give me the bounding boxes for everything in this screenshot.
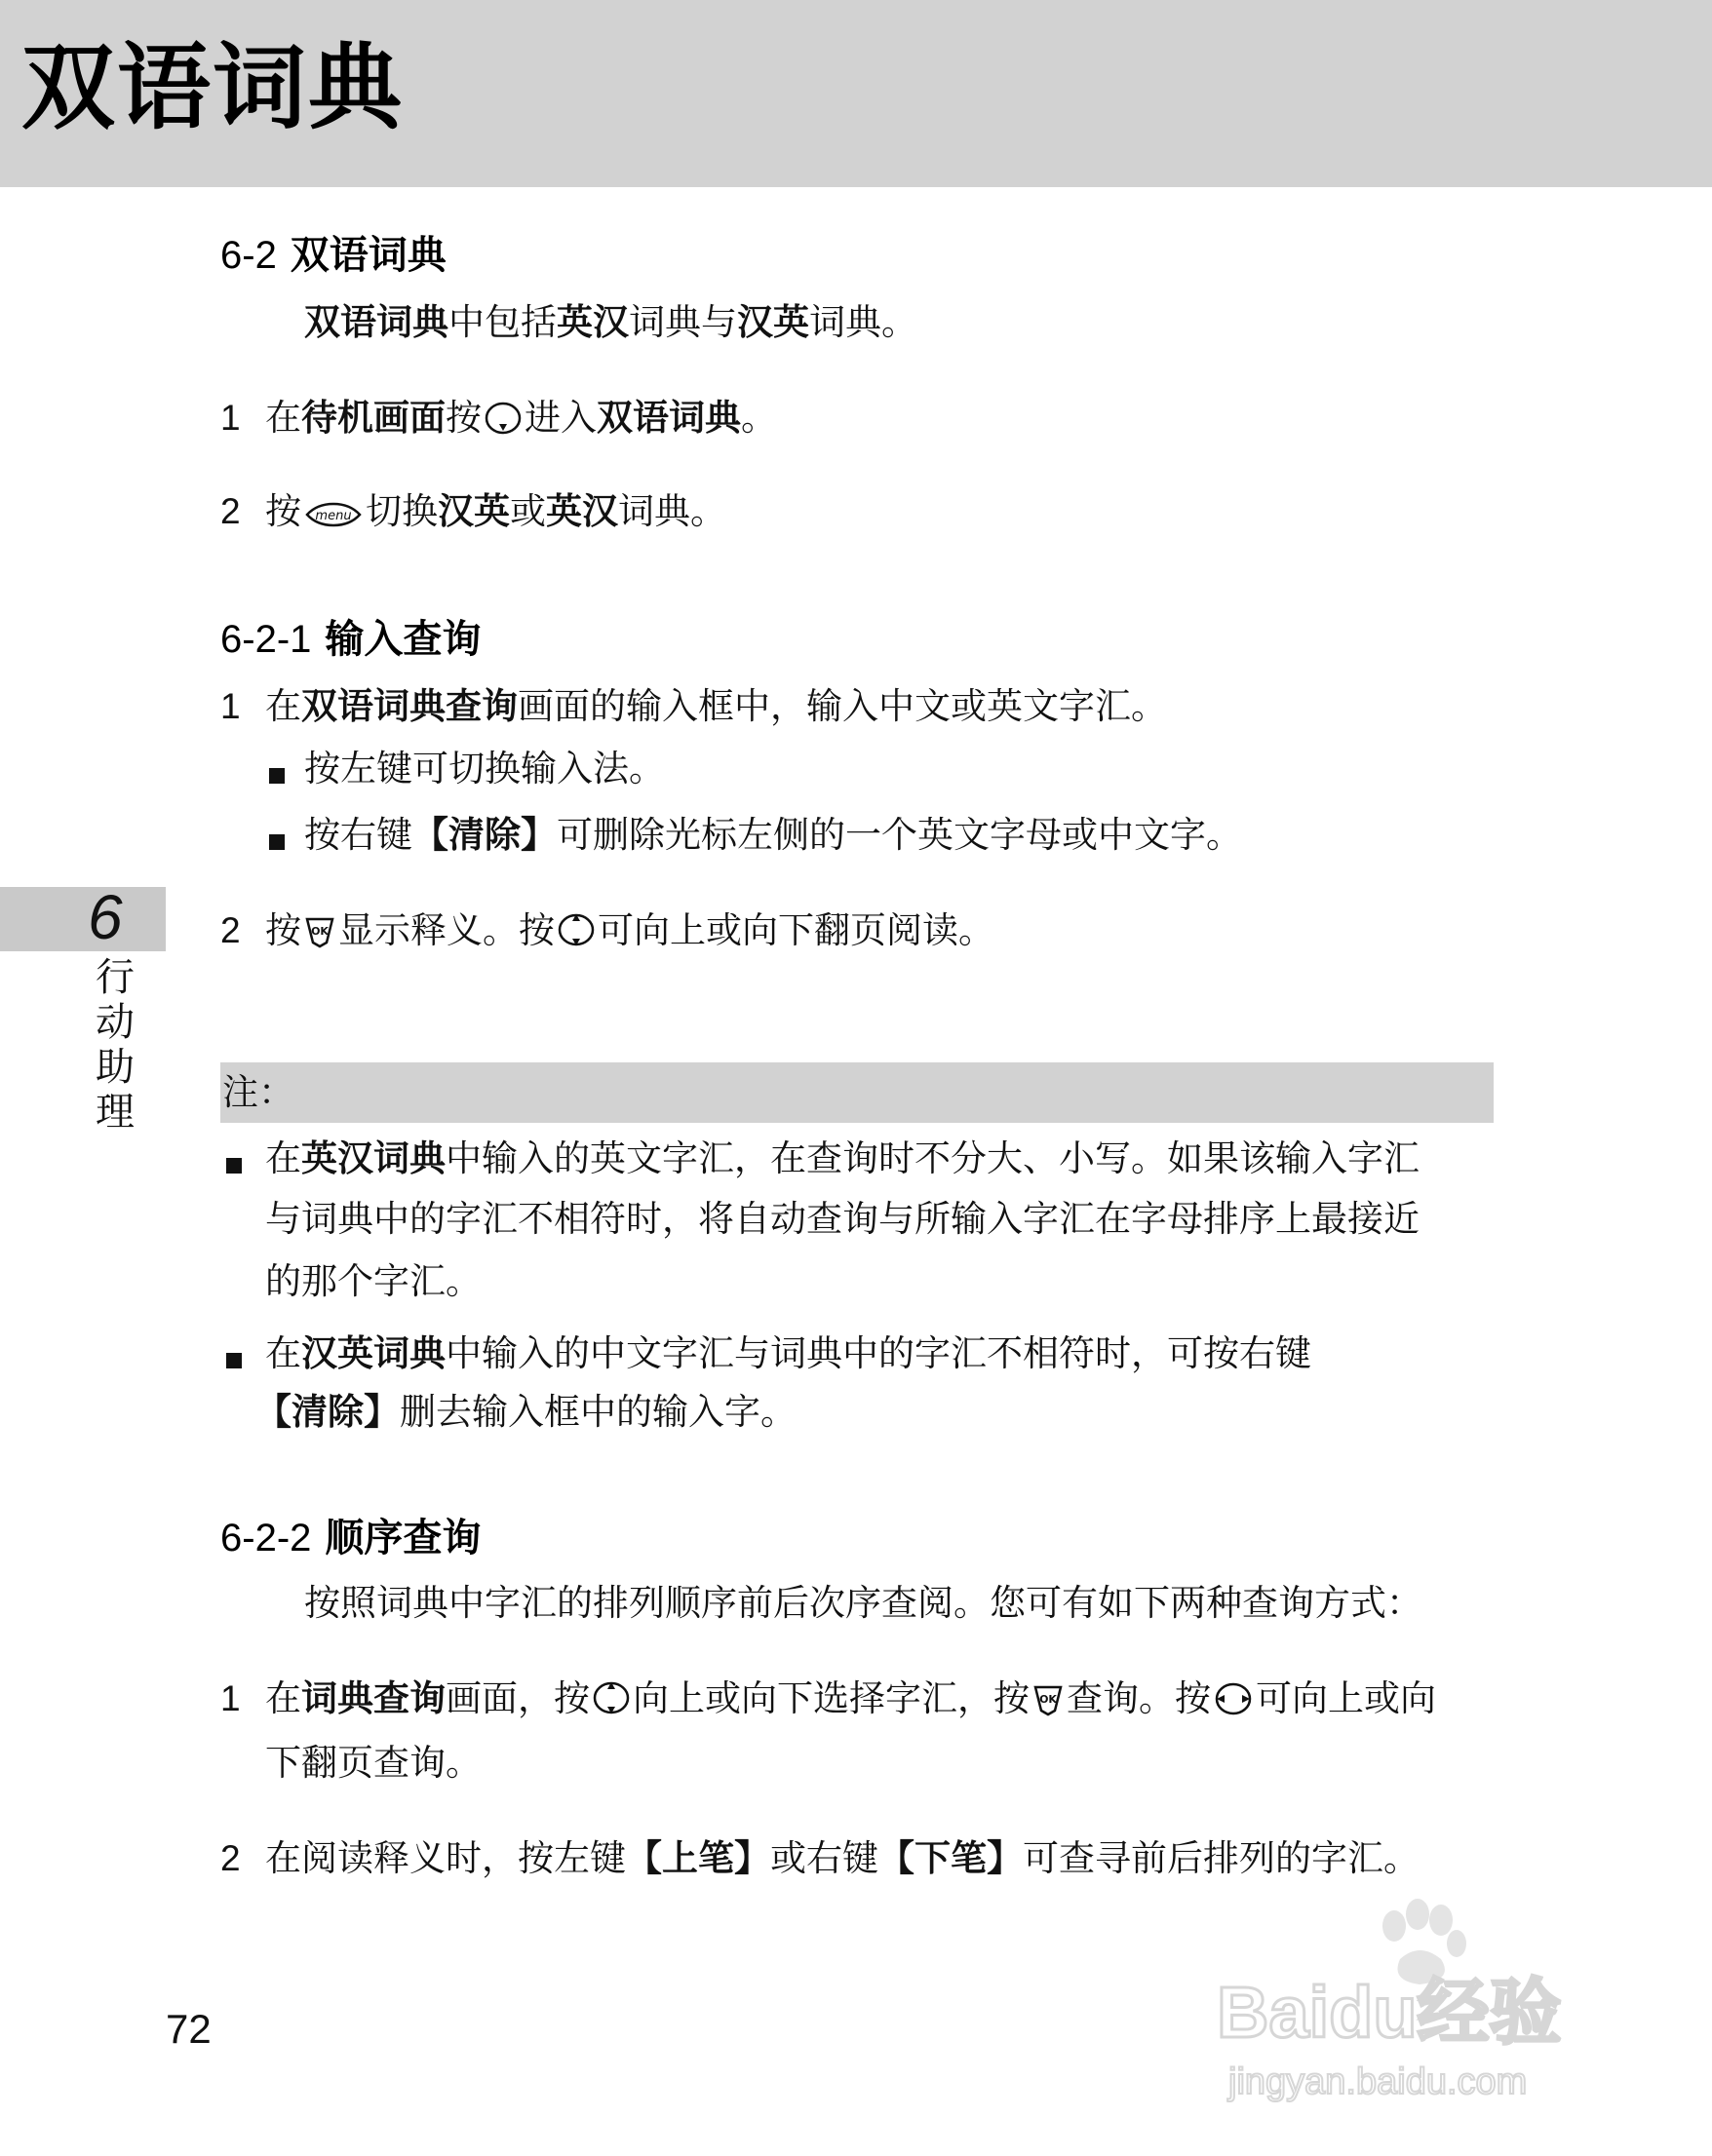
ok-key-icon bbox=[303, 912, 336, 961]
bold-term: 双语词典查询 bbox=[301, 685, 518, 727]
text: 切换 bbox=[366, 490, 438, 532]
text: 在 bbox=[265, 1332, 301, 1374]
text: 可查寻前后排列的字汇。 bbox=[1023, 1837, 1420, 1879]
bold-term: 【下笔】 bbox=[878, 1837, 1023, 1879]
text: 画面，按 bbox=[446, 1677, 590, 1719]
step-text bbox=[265, 1834, 1420, 1883]
bold-term: 英汉 bbox=[557, 301, 629, 343]
text: 进入 bbox=[525, 397, 597, 439]
nav-key-updown-icon bbox=[592, 1679, 631, 1729]
ok-key-icon bbox=[1031, 1680, 1065, 1729]
step-number: 1 bbox=[220, 398, 241, 438]
bold-term: 词典查询 bbox=[301, 1677, 446, 1719]
step-text bbox=[265, 394, 777, 448]
svg-text:jingyan.baidu.com: jingyan.baidu.com bbox=[1228, 2061, 1528, 2102]
bold-term: 【清除】 bbox=[255, 1391, 400, 1433]
text: 在 bbox=[265, 1137, 301, 1179]
bold-term: 双语词典 bbox=[597, 397, 741, 439]
text: 中输入的英文字汇，在查询时不分大、小写。如果该输入字汇 bbox=[446, 1137, 1420, 1179]
text: 词典与 bbox=[629, 301, 737, 343]
bullet-square bbox=[269, 834, 285, 850]
svg-text:Baidu经验: Baidu经验 bbox=[1217, 1972, 1562, 2053]
bold-term: 双语词典 bbox=[304, 301, 448, 343]
text: 或右键 bbox=[770, 1837, 878, 1879]
bullet-text: 按左键可切换输入法。 bbox=[304, 748, 665, 789]
step-number: 1 bbox=[220, 1678, 241, 1718]
section-heading-6-2-1 bbox=[220, 614, 481, 665]
text: 删去输入框中的输入字。 bbox=[400, 1391, 797, 1433]
chapter-title-vertical bbox=[94, 955, 136, 1135]
section-number: 6-2-2 bbox=[220, 1517, 312, 1559]
text: 在阅读释义时，按左键 bbox=[265, 1837, 626, 1879]
bold-term: 汉英 bbox=[737, 301, 809, 343]
bold-term: 【清除】 bbox=[412, 814, 557, 856]
svg-text:menu: menu bbox=[315, 509, 352, 523]
svg-text:OK: OK bbox=[1039, 1693, 1057, 1706]
note-text: 的那个字汇。 bbox=[265, 1260, 482, 1302]
section-title: 顺序查询 bbox=[325, 1516, 482, 1560]
text: 。 bbox=[741, 397, 777, 439]
text: 中包括 bbox=[448, 301, 557, 343]
step-text bbox=[265, 487, 726, 542]
text: 中输入的中文字汇与词典中的字汇不相符时，可按右键 bbox=[446, 1332, 1311, 1374]
text: 向上或向下选择字汇，按 bbox=[633, 1677, 1030, 1719]
section-title: 输入查询 bbox=[325, 617, 482, 662]
chapter-char: 行 bbox=[96, 955, 135, 1000]
text: 可向上或向 bbox=[1256, 1677, 1436, 1719]
bold-term: 英汉词典 bbox=[301, 1137, 446, 1179]
section-number: 6-2-1 bbox=[220, 618, 312, 661]
bold-term: 【上笔】 bbox=[626, 1837, 770, 1879]
note-text bbox=[265, 1135, 1420, 1183]
text: 在 bbox=[265, 1677, 301, 1719]
bullet-square bbox=[269, 768, 285, 784]
step-number: 2 bbox=[220, 491, 241, 531]
step-number: 2 bbox=[220, 910, 241, 950]
note-label: 注： bbox=[222, 1071, 294, 1113]
chapter-char: 助 bbox=[96, 1045, 135, 1090]
section-intro: 按照词典中字汇的排列顺序前后次序查阅。您可有如下两种查询方式： bbox=[304, 1582, 1422, 1624]
step-text bbox=[265, 682, 1167, 731]
chapter-number: 6 bbox=[88, 882, 123, 952]
step-number: 1 bbox=[220, 686, 241, 726]
step-text bbox=[265, 906, 994, 961]
bold-term: 汉英词典 bbox=[301, 1332, 446, 1374]
bold-term: 英汉 bbox=[546, 490, 618, 532]
menu-key-icon bbox=[303, 493, 364, 542]
text: 词典。 bbox=[809, 301, 917, 343]
text: 查询。按 bbox=[1067, 1677, 1211, 1719]
nav-key-down-icon bbox=[484, 400, 523, 448]
page-number: 72 bbox=[166, 2006, 212, 2052]
step-number: 2 bbox=[220, 1838, 241, 1878]
step-text bbox=[265, 1675, 1436, 1729]
svg-text:OK: OK bbox=[311, 925, 329, 938]
note-text bbox=[255, 1388, 797, 1437]
note-text: 与词典中的字汇不相符时，将自动查询与所输入字汇在字母排序上最接近 bbox=[265, 1198, 1420, 1240]
note-bar bbox=[220, 1062, 1494, 1123]
text: 画面的输入框中，输入中文或英文字汇。 bbox=[518, 685, 1167, 727]
text: 或 bbox=[510, 490, 546, 532]
bullet-square bbox=[226, 1353, 242, 1368]
text: 按 bbox=[265, 909, 301, 951]
nav-key-updown-icon bbox=[557, 911, 596, 961]
text: 可删除光标左侧的一个英文字母或中文字。 bbox=[557, 814, 1242, 856]
bullet-text bbox=[304, 811, 1242, 860]
section-heading-6-2 bbox=[220, 230, 447, 281]
bullet-square bbox=[226, 1158, 242, 1174]
text: 按 bbox=[265, 490, 301, 532]
note-text bbox=[265, 1329, 1311, 1378]
text: 按 bbox=[446, 397, 482, 439]
section-intro bbox=[304, 298, 917, 347]
step-text: 下翻页查询。 bbox=[265, 1742, 482, 1784]
bold-term: 待机画面 bbox=[301, 397, 446, 439]
baidu-watermark bbox=[1209, 1891, 1618, 2105]
nav-key-leftright-icon bbox=[1213, 1680, 1254, 1729]
text: 在 bbox=[265, 397, 301, 439]
bold-term: 汉英 bbox=[438, 490, 510, 532]
chapter-tab bbox=[0, 887, 166, 951]
text: 词典。 bbox=[618, 490, 726, 532]
text: 可向上或向下翻页阅读。 bbox=[598, 909, 994, 951]
section-title: 双语词典 bbox=[290, 233, 447, 278]
chapter-char: 理 bbox=[96, 1090, 135, 1135]
text: 按右键 bbox=[304, 814, 412, 856]
chapter-char: 动 bbox=[96, 1000, 135, 1045]
section-heading-6-2-2 bbox=[220, 1513, 481, 1563]
section-number: 6-2 bbox=[220, 234, 277, 277]
page-title: 双语词典 bbox=[21, 33, 404, 142]
text: 在 bbox=[265, 685, 301, 727]
text: 显示释义。按 bbox=[338, 909, 555, 951]
